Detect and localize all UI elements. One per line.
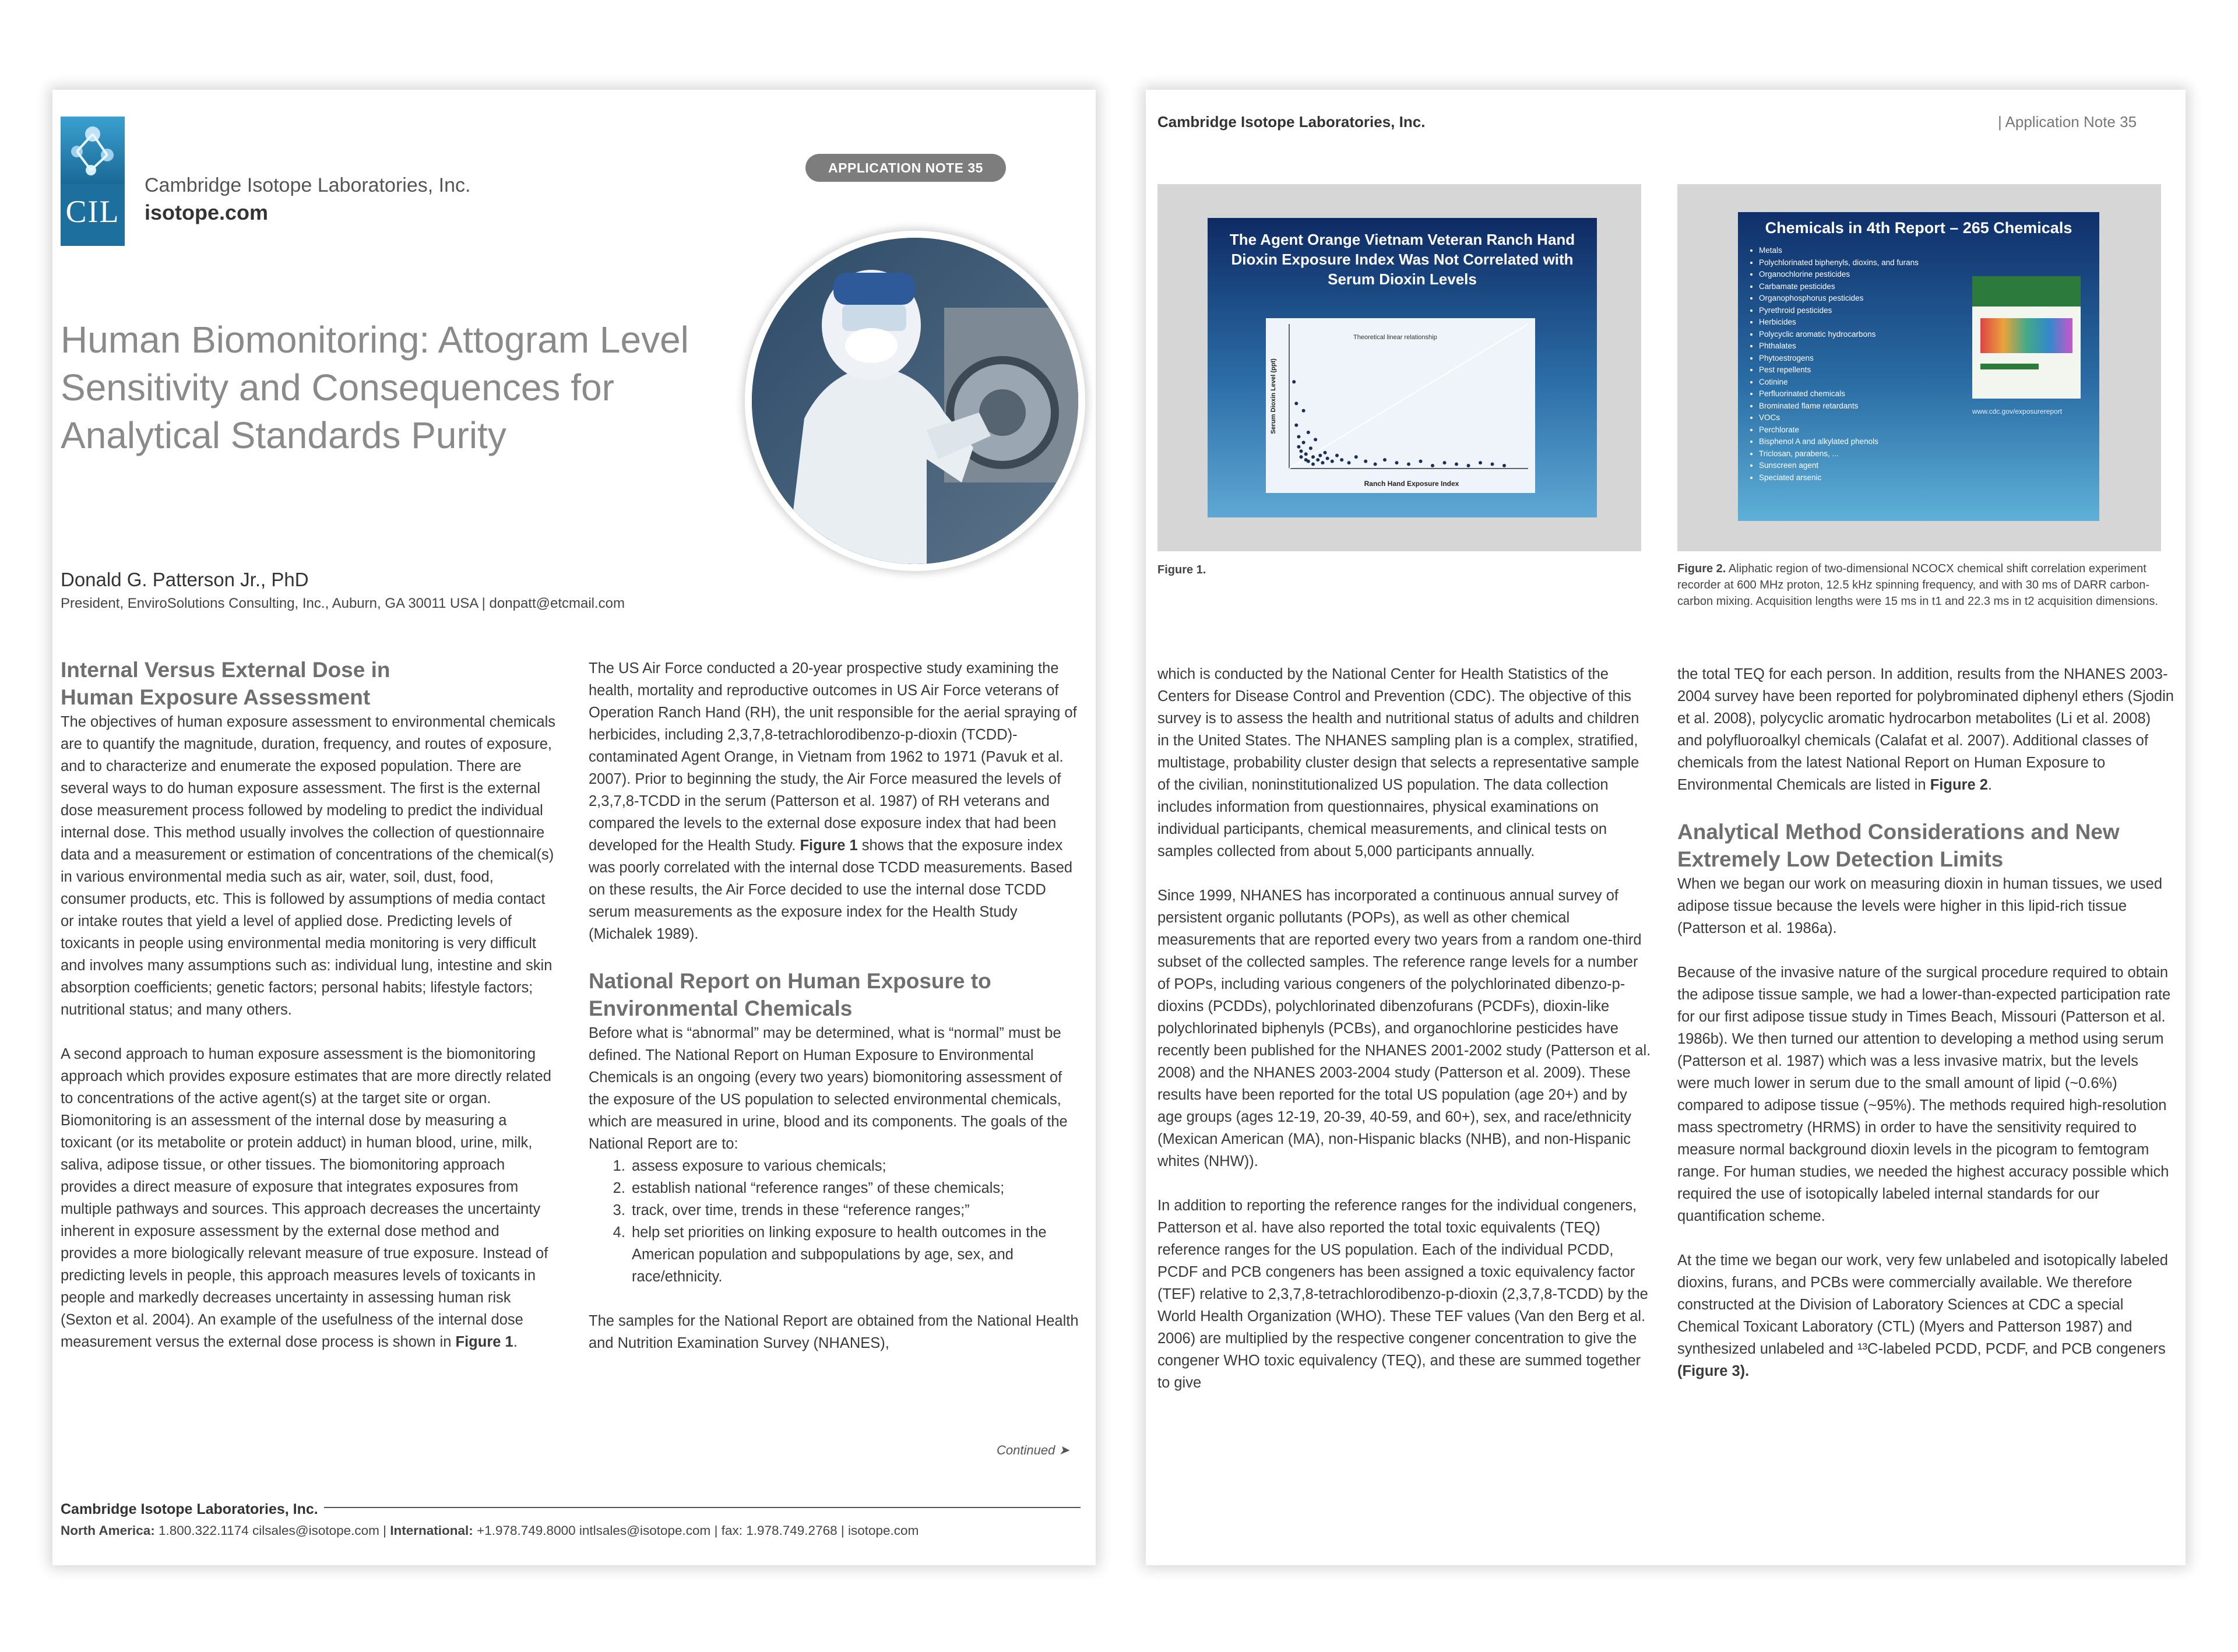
chemical-class-item: • Phytoestrogens bbox=[1759, 353, 1969, 365]
cil-logo bbox=[61, 117, 125, 246]
figure-1-caption: Figure 1. bbox=[1157, 563, 1206, 576]
report-cover-thumbnail bbox=[1972, 276, 2081, 399]
chemical-class-item: • Triclosan, parabens, ... bbox=[1759, 448, 1969, 460]
application-note-badge: APPLICATION NOTE 35 bbox=[805, 154, 1006, 182]
paragraph: The samples for the National Report are obtained from the National Health and Nutrition Examination Survey (NHANES), bbox=[589, 1313, 1079, 1351]
data-point bbox=[1302, 409, 1306, 413]
data-point bbox=[1407, 463, 1410, 466]
footer-na-label: North America: bbox=[61, 1523, 155, 1538]
data-point bbox=[1307, 431, 1310, 434]
data-point bbox=[1491, 463, 1494, 466]
page-1 bbox=[52, 90, 1096, 1565]
data-point bbox=[1292, 380, 1296, 383]
paragraph: When we began our work on measuring dioxin in human tissues, we used adipose tissue because the levels were higher in this lipid-rich tissue (Patterson et al. 1986a). bbox=[1677, 876, 2163, 936]
paragraph: The objectives of human exposure assessment to environmental chemicals are to quantify the magnitude, duration, frequency, and routes of exposure, and to characterize and enumerate the exposed population. There are several ways to do human exposure assessment. The first is the external dose measurement process followed by modeling to predict the individual internal dose. This method usually involves the collection of questionnaire data and a measurement or estimation of concentrations of the chemical(s) in various environmental media such as air, water, soil, dust, food, consumer products, etc. This is followed by assumptions of media contact or intake routes that yield a level of applied dose. Predicting levels of toxicants in people using environmental media monitoring is very difficult and involves many assumptions such as: individual lung, intestine and skin absorption coefficients; genetic factors; personal habits; lifestyle factors; nutritional status; and many others. bbox=[61, 714, 556, 1018]
paragraph-text: shows that the exposure index was poorly correlated with the internal dose TCDD measurements. Based on these results, the Air Force decided to use the internal dose TCDD serum measurements as the exposure index for the Health Study (Michalek 1989). bbox=[589, 837, 1073, 942]
footer-company: Cambridge Isotope Laboratories, Inc. bbox=[61, 1501, 324, 1518]
chemical-class-item: • Perchlorate bbox=[1759, 424, 1969, 436]
author-name: Donald G. Patterson Jr., PhD bbox=[61, 569, 309, 590]
figure-1-plot-area bbox=[1266, 318, 1535, 493]
data-points bbox=[1292, 380, 1506, 467]
data-point bbox=[1309, 446, 1312, 450]
footer-intl-contact: +1.978.749.8000 intlsales@isotope.com bbox=[477, 1523, 711, 1538]
list-item: 1. assess exposure to various chemicals; bbox=[629, 1155, 1084, 1177]
figure-1-title: The Agent Orange Vietnam Veteran Ranch Hand Dioxin Exposure Index Was Not Correlated with Serum Dioxin Levels bbox=[1229, 231, 1575, 288]
figure-1-reference[interactable]: Figure 1 bbox=[800, 837, 858, 854]
chemical-class-item: • Polycyclic aromatic hydrocarbons bbox=[1759, 329, 1969, 341]
data-point bbox=[1395, 461, 1399, 464]
data-point bbox=[1316, 458, 1319, 462]
data-point bbox=[1321, 461, 1324, 464]
y-axis-label: Serum Dioxin Level (ppt) bbox=[1270, 358, 1277, 434]
trend-annotation: Theoretical linear relationship bbox=[1353, 334, 1437, 341]
report-cover-text-block bbox=[1980, 364, 2039, 369]
data-point bbox=[1364, 460, 1367, 463]
report-url: www.cdc.gov/exposurereport bbox=[1972, 407, 2063, 415]
footer-separator: | bbox=[714, 1523, 718, 1538]
data-point bbox=[1383, 458, 1387, 462]
data-point bbox=[1331, 460, 1334, 463]
footer-intl-label: International: bbox=[390, 1523, 473, 1538]
data-point bbox=[1502, 464, 1506, 467]
page1-column-2 bbox=[589, 657, 1084, 1376]
chemical-class-list bbox=[1748, 245, 1969, 484]
data-point bbox=[1318, 454, 1322, 457]
running-header-company: Cambridge Isotope Laboratories, Inc. bbox=[1157, 113, 1426, 131]
data-point bbox=[1314, 438, 1317, 441]
logo-text: CIL bbox=[65, 194, 120, 229]
data-point bbox=[1479, 461, 1482, 464]
section-heading-analytical-method: Analytical Method Considerations and New Extremely Low Detection Limits bbox=[1677, 820, 2120, 871]
list-item: 4. help set priorities on linking exposure to health outcomes in the American population and subpopulations by age, sex, and race/ethnicity. bbox=[629, 1221, 1084, 1288]
paragraph-text: the total TEQ for each person. In addition, results from the NHANES 2003-2004 survey have been reported for polybrominated diphenyl ethers (Sjodin et al. 2008), polycyclic aromatic hydrocarbon metabolites (Li et al. 2008) and polyfluoroalkyl chemicals (Calafat et al. 2007). Additional classes of chemicals from the latest National Report on Human Exposure to Environmental Chemicals are listed in bbox=[1677, 666, 2174, 793]
report-cover-banner bbox=[1972, 276, 2081, 307]
scatter-plot bbox=[1266, 318, 1535, 493]
data-point bbox=[1335, 454, 1339, 457]
chemical-class-item: • Sunscreen agent bbox=[1759, 460, 1969, 472]
chemical-class-item: • Brominated flame retardants bbox=[1759, 400, 1969, 413]
continued-marker[interactable]: Continued ➤ bbox=[997, 1443, 1069, 1457]
paragraph: which is conducted by the National Center for Health Statistics of the Centers for Disease Control and Prevention (CDC). The objective of this survey is to assess the health and nutritional status of adults and children in the United States. The NHANES sampling plan is a complex, stratified, multistage, probability cluster design that selects a representative sample of the civilian, noninstitutionalized US population. The data collection includes information from questionnaires, physical examinations on individual participants, chemical measurements, and clinical tests on samples collected from about 5,000 participants annually. bbox=[1157, 666, 1639, 860]
data-point bbox=[1300, 449, 1303, 453]
data-point bbox=[1374, 463, 1377, 466]
chemical-class-item: • Bisphenol A and alkylated phenols bbox=[1759, 436, 1969, 448]
section-heading-internal-external-dose: Internal Versus External Dose in Human Exposure Assessment bbox=[61, 658, 390, 709]
footer-na-contact: 1.800.322.1174 cilsales@isotope.com bbox=[158, 1523, 379, 1538]
chemical-class-item: • Herbicides bbox=[1759, 316, 1969, 329]
data-point bbox=[1297, 445, 1300, 449]
chemical-class-item: • VOCs bbox=[1759, 412, 1969, 424]
figure-2-slide bbox=[1738, 212, 2099, 521]
section-heading-national-report: National Report on Human Exposure to Environmental Chemicals bbox=[589, 969, 991, 1020]
list-item: 2. establish national “reference ranges” of these chemicals; bbox=[629, 1177, 1084, 1199]
figure-1-frame bbox=[1157, 184, 1641, 551]
paragraph: the total TEQ for each person. In addition, results from the NHANES 2003-2004 survey have been reported for polybrominated diphenyl ethers (Sjodin et al. 2008), polycyclic aromatic hydrocarbon metabolites (Li et al. 2008) and polyfluoroalkyl chemicals (Calafat et al. 2007). Additional classes of chemicals from the latest National Report on Human Exposure to Environmental Chemicals are listed in Figure 2. bbox=[1677, 666, 2174, 793]
data-point bbox=[1431, 464, 1434, 467]
figure-2-caption-label: Figure 2. bbox=[1677, 562, 1726, 575]
paragraph: Because of the invasive nature of the surgical procedure required to obtain the adipose tissue sample, we had a lower-than-expected participation rate for our first adipose tissue study in Times Beach, Missouri (Patterson et al. 1986b). We then turned our attention to developing a method using serum (Patterson et al. 1987) which was a less invasive matrix, but the levels were much lower in serum due to the small amount of lipid (~0.6%) compared to adipose tissue (~95%). The methods required high-resolution mass spectrometry (HRMS) in order to have the sensitivity required to measure normal background dioxin levels in the picogram to femtogram range. For human studies, we needed the highest accuracy possible which required the use of isotopically labeled internal standards for our quantification scheme. bbox=[1677, 964, 2171, 1224]
footer-fax: fax: 1.978.749.2768 bbox=[721, 1523, 838, 1538]
data-point bbox=[1311, 455, 1315, 459]
page2-column-2 bbox=[1677, 663, 2174, 1404]
data-point bbox=[1304, 452, 1308, 456]
data-point bbox=[1300, 455, 1303, 459]
chemical-class-item: • Carbamate pesticides bbox=[1759, 281, 1969, 293]
page-title: Human Biomonitoring: Attogram Level Sensitivity and Consequences for Analytical Standards Purity bbox=[61, 319, 689, 456]
report-cover-photo-strip bbox=[1980, 318, 2072, 353]
footer-separator: | bbox=[383, 1523, 387, 1538]
paragraph bbox=[589, 657, 1084, 945]
chemical-class-item: • Organochlorine pesticides bbox=[1759, 269, 1969, 281]
data-point bbox=[1324, 451, 1327, 455]
figure-2-caption bbox=[1677, 561, 2161, 610]
page1-column-1 bbox=[61, 656, 556, 1375]
data-point bbox=[1302, 441, 1306, 444]
paragraph-text: At the time we began our work, very few unlabeled and isotopically labeled dioxins, furans, and PCBs were commercially available. We therefore constructed at the Division of Laboratory Sciences at CDC a special Chemical Toxicant Laboratory (CTL) (Myers and Patterson 1987) and synthesized unlabeled and ¹³C-labeled PCDD, PCDF, and PCB congeners bbox=[1677, 1252, 2168, 1357]
figure-1-reference[interactable]: Figure 1 bbox=[455, 1334, 513, 1350]
page2-column-1 bbox=[1157, 663, 1653, 1416]
footer-contact bbox=[61, 1523, 919, 1538]
trend-line bbox=[1289, 324, 1528, 469]
paragraph: In addition to reporting the reference ranges for the individual congeners, Patterson et al. have also reported the total toxic equivalents (TEQ) reference ranges for the US population. Each of the individual PCDD, PCDF and PCB congeners has been assigned a toxic equivalency factor (TEF) relative to 2,3,7,8-tetrachlorodibenzo-p-dioxin (2,3,7,8-TCDD) by the World Health Organization (WHO). These TEF values (Van den Berg et al. 2006) are multiplied by the respective congener concentration to give the congener WHO toxic equivalency (TEQ), and these are summed together to give bbox=[1157, 1197, 1648, 1391]
chemical-class-item: • Metals bbox=[1759, 245, 1969, 257]
data-point bbox=[1354, 455, 1358, 459]
running-header-note: | Application Note 35 bbox=[1998, 113, 2137, 131]
data-point bbox=[1419, 460, 1423, 463]
chemical-class-item: • Perfluorinated chemicals bbox=[1759, 388, 1969, 400]
paragraph: Since 1999, NHANES has incorporated a continuous annual survey of persistent organic pollutants (POPs), as well as other chemical measurements that are reported every two years from a random one-third subset of the collected samples. The reference range levels for a number of POPs, including various congeners of the polychlorinated dibenzo-p-dioxins (PCDDs), polychlorinated dibenzofurans (PCDFs), dioxin-like polychlorinated biphenyls (PCBs), and organochlorine pesticides have recently been published for the NHANES 2001-2002 study (Patterson et al. 2008) and the NHANES 2003-2004 study (Patterson et al. 2009). These results have been reported for the total US population (age 20+) and by age groups (ages 12-19, 20-39, 40-59, and 60+), sex, and race/ethnicity (Mexican American (MA), non-Hispanic blacks (NHB), and non-Hispanic whites (NHW)). bbox=[1157, 887, 1651, 1170]
data-point bbox=[1340, 458, 1343, 462]
data-point bbox=[1467, 464, 1470, 467]
footer-separator: | bbox=[840, 1523, 844, 1538]
footer-website[interactable]: isotope.com bbox=[848, 1523, 919, 1538]
figure-2-caption-text: Aliphatic region of two-dimensional NCOCX chemical shift correlation experiment recorder at 600 MHz proton, 12.5 kHz spinning frequency, and with 30 ms of DARR carbon-carbon mixing. Acquisition lengths were 15 ms in t1 and 22.3 ms in t2 acquisition dimensions. bbox=[1677, 562, 2158, 608]
chemical-class-item: • Organophosphorus pesticides bbox=[1759, 293, 1969, 305]
page-2 bbox=[1146, 90, 2186, 1565]
paragraph: Before what is “abnormal” may be determined, what is “normal” must be defined. The National Report on Human Exposure to Environmental Chemicals is an ongoing (every two years) biomonitoring assessment of the exposure of the US population to selected environmental chemicals, which are measured in urine, blood and its components. The goals of the National Report are to: bbox=[589, 1025, 1068, 1152]
chemical-class-item: • Cotinine bbox=[1759, 376, 1969, 389]
goals-list bbox=[589, 1155, 1084, 1288]
data-point bbox=[1297, 435, 1300, 438]
molecule-icon bbox=[61, 117, 125, 184]
data-point bbox=[1326, 457, 1329, 460]
paragraph-text: A second approach to human exposure assessment is the biomonitoring approach which provides exposure estimates that are more directly related to concentrations of the active agent(s) at the target site or organ. Biomonitoring is an assessment of the internal dose by measuring a toxicant (or its metabolite or protein adduct) in human blood, urine, milk, saliva, adipose tissue, or other tissues. The biomonitoring approach provides a direct measure of exposure that integrates exposures from multiple pathways and sources. This approach decreases the uncertainty inherent in exposure assessment by the external dose method and provides a more biologically relevant measure of true exposure. Instead of predicting levels in people, this approach measures levels of toxicants in people and markedly decreases uncertainty in assessing human risk (Sexton et al. 2004). An example of the usefulness of the internal dose measurement versus the external dose process is shown in bbox=[61, 1046, 551, 1350]
chemical-class-item: • Phthalates bbox=[1759, 340, 1969, 353]
data-point bbox=[1307, 460, 1310, 463]
x-axis-label: Ranch Hand Exposure Index bbox=[1364, 480, 1459, 488]
list-item: 3. track, over time, trends in these “reference ranges;” bbox=[629, 1199, 1084, 1221]
chemical-class-item: • Polychlorinated biphenyls, dioxins, and furans bbox=[1759, 257, 1969, 269]
figure-2-title: Chemicals in 4th Report – 265 Chemicals bbox=[1765, 219, 2072, 237]
figure-3-reference[interactable]: (Figure 3). bbox=[1677, 1363, 1750, 1379]
chemical-class-item: • Pest repellents bbox=[1759, 364, 1969, 376]
lab-worker-photo bbox=[745, 231, 1085, 571]
website-link[interactable]: isotope.com bbox=[145, 200, 269, 224]
company-name: Cambridge Isotope Laboratories, Inc. bbox=[145, 174, 471, 196]
figure-2-frame bbox=[1677, 184, 2161, 551]
data-point bbox=[1347, 461, 1351, 464]
data-point bbox=[1294, 424, 1298, 427]
data-point bbox=[1311, 463, 1315, 466]
data-point bbox=[1294, 401, 1298, 405]
figure-2-reference[interactable]: Figure 2 bbox=[1930, 777, 1988, 793]
paragraph-text: The US Air Force conducted a 20-year prospective study examining the health, mortality and reproductive outcomes in US Air Force veterans of Operation Ranch Hand (RH), the unit responsible for the aerial spraying of herbicides, including 2,3,7,8-tetrachlorodibenzo-p-dioxin (TCDD)-contaminated Agent Orange, in Vietnam from 1962 to 1971 (Pavuk et al. 2007). Prior to beginning the study, the Air Force measured the levels of 2,3,7,8-TCDD in the serum (Patterson et al. 1987) of RH veterans and compared the levels to the external dose exposure index that had been developed for the Health Study. bbox=[589, 660, 1077, 854]
paragraph: A second approach to human exposure assessment is the biomonitoring approach which provides exposure estimates that are more directly related to concentrations of the active agent(s) at the target site or organ. Biomonitoring is an assessment of the internal dose by measuring a toxicant (or its metabolite or protein adduct) in human blood, urine, milk, saliva, adipose tissue, or other tissues. The biomonitoring approach provides a direct measure of exposure that integrates exposures from multiple pathways and sources. This approach decreases the uncertainty inherent in exposure assessment by the external dose method and provides a more biologically relevant measure of true exposure. Instead of predicting levels in people, this approach measures levels of toxicants in people and markedly decreases uncertainty in assessing human risk (Sexton et al. 2004). An example of the usefulness of the internal dose measurement versus the external dose process is shown in Figure 1. bbox=[61, 1046, 551, 1350]
data-point bbox=[1443, 461, 1447, 464]
data-point bbox=[1455, 463, 1458, 466]
chemical-class-item: • Speciated arsenic bbox=[1759, 472, 1969, 484]
figure-1-slide bbox=[1208, 218, 1597, 517]
author-affiliation: President, EnviroSolutions Consulting, Inc., Auburn, GA 30011 USA | donpatt@etcmail.com bbox=[61, 596, 625, 611]
chemical-class-item: • Pyrethroid pesticides bbox=[1759, 305, 1969, 317]
paragraph bbox=[1677, 1249, 2174, 1382]
